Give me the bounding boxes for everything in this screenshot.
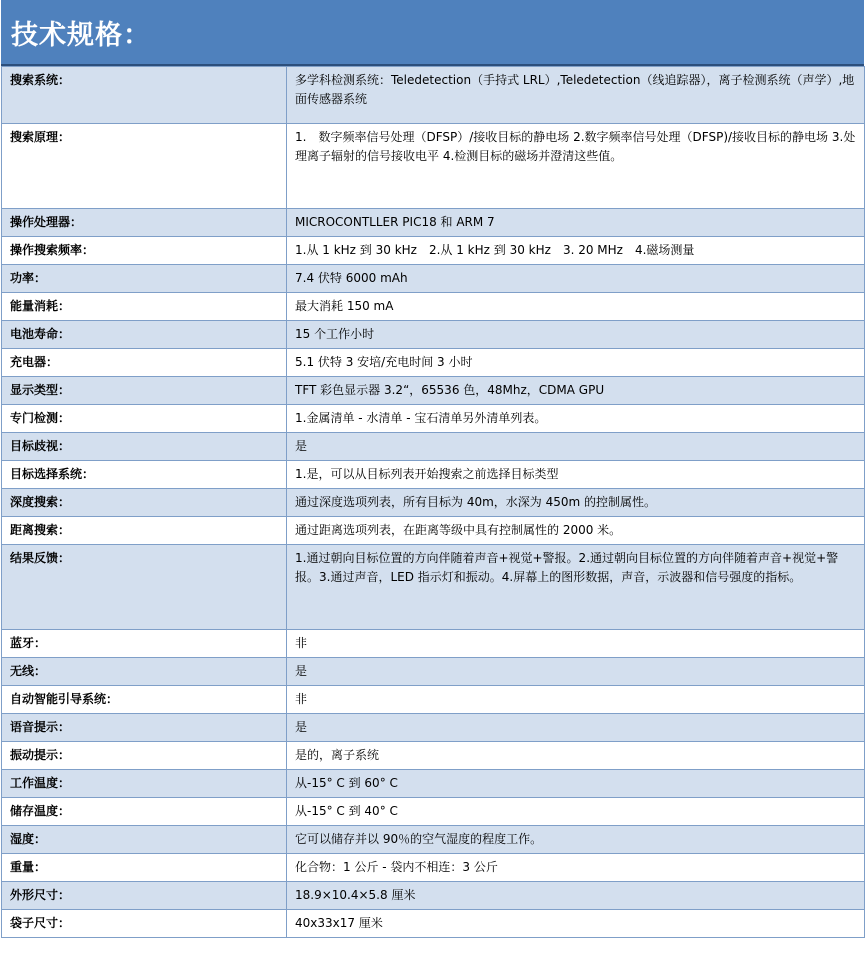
spec-value: 是: [287, 714, 865, 742]
spec-value: 它可以储存并以 90％的空气湿度的程度工作。: [287, 826, 865, 854]
spec-value: 通过深度选项列表，所有目标为 40m，水深为 450m 的控制属性。: [287, 489, 865, 517]
spec-table: [1, 66, 865, 938]
spec-value: 18.9×10.4×5.8 厘米: [287, 882, 865, 910]
table-row: [2, 405, 865, 433]
spec-label: 湿度：: [2, 826, 287, 854]
spec-label: 外形尺寸：: [2, 882, 287, 910]
table-row: [2, 517, 865, 545]
spec-label: 充电器：: [2, 349, 287, 377]
spec-value: 40x33x17 厘米: [287, 910, 865, 938]
table-row: [2, 910, 865, 938]
spec-label: 操作搜索频率：: [2, 237, 287, 265]
table-row: [2, 545, 865, 630]
spec-label: 结果反馈：: [2, 545, 287, 630]
table-row: [2, 349, 865, 377]
spec-label: 蓝牙：: [2, 630, 287, 658]
spec-value: 非: [287, 686, 865, 714]
spec-label: 能量消耗：: [2, 293, 287, 321]
spec-label: 搜索原理：: [2, 124, 287, 209]
spec-value: 是的，离子系统: [287, 742, 865, 770]
spec-value: 非: [287, 630, 865, 658]
spec-label: 振动提示：: [2, 742, 287, 770]
spec-label: 目标歧视：: [2, 433, 287, 461]
spec-value: 7.4 伏特 6000 mAh: [287, 265, 865, 293]
table-row: [2, 686, 865, 714]
table-row: [2, 742, 865, 770]
table-row: [2, 321, 865, 349]
spec-label: 电池寿命：: [2, 321, 287, 349]
spec-label: 储存温度：: [2, 798, 287, 826]
spec-label: 袋子尺寸：: [2, 910, 287, 938]
spec-label: 无线：: [2, 658, 287, 686]
spec-value: 15 个工作小时: [287, 321, 865, 349]
spec-label: 显示类型：: [2, 377, 287, 405]
spec-label: 重量：: [2, 854, 287, 882]
table-row: [2, 882, 865, 910]
spec-value: MICROCONTLLER PIC18 和 ARM 7: [287, 209, 865, 237]
spec-label: 搜索系统：: [2, 67, 287, 124]
spec-label: 自动智能引导系统：: [2, 686, 287, 714]
table-row: [2, 714, 865, 742]
spec-label: 语音提示：: [2, 714, 287, 742]
spec-value: TFT 彩色显示器 3.2“，65536 色，48Mhz，CDMA GPU: [287, 377, 865, 405]
spec-value: 多学科检测系统：Teledetection（手持式 LRL）,Teledetection（线追踪器），离子检测系统（声学）,地面传感器系统: [287, 67, 865, 124]
table-row: [2, 854, 865, 882]
spec-value: 最大消耗 150 mA: [287, 293, 865, 321]
table-row: [2, 209, 865, 237]
table-row: [2, 770, 865, 798]
table-row: [2, 630, 865, 658]
spec-sheet: [1, 0, 864, 938]
spec-label: 距离搜索：: [2, 517, 287, 545]
page-title: 技术规格：: [11, 19, 151, 51]
spec-label: 操作处理器：: [2, 209, 287, 237]
spec-value: 通过距离选项列表，在距离等级中具有控制属性的 2000 米。: [287, 517, 865, 545]
spec-table-body: [2, 67, 865, 938]
spec-label: 功率：: [2, 265, 287, 293]
spec-label: 深度搜索：: [2, 489, 287, 517]
spec-value: 是: [287, 433, 865, 461]
spec-value: 1.通过朝向目标位置的方向伴随着声音+视觉+警报。2.通过朝向目标位置的方向伴随着声音+视觉+警报。3.通过声音，LED 指示灯和振动。4.屏幕上的图形数据，声音，示波器和信号强度的指标。: [287, 545, 865, 630]
spec-value: 1.从 1 kHz 到 30 kHz 2.从 1 kHz 到 30 kHz 3. 20 MHz 4.磁场测量: [287, 237, 865, 265]
title-bar: [1, 0, 864, 66]
table-row: [2, 433, 865, 461]
table-row: [2, 67, 865, 124]
spec-label: 专门检测：: [2, 405, 287, 433]
table-row: [2, 461, 865, 489]
spec-value: 1.是，可以从目标列表开始搜索之前选择目标类型: [287, 461, 865, 489]
spec-label: 工作温度：: [2, 770, 287, 798]
spec-value: 从-15° C 到 60° C: [287, 770, 865, 798]
table-row: [2, 237, 865, 265]
table-row: [2, 658, 865, 686]
table-row: [2, 798, 865, 826]
table-row: [2, 489, 865, 517]
spec-value: 是: [287, 658, 865, 686]
table-row: [2, 124, 865, 209]
table-row: [2, 377, 865, 405]
spec-value: 5.1 伏特 3 安培/充电时间 3 小时: [287, 349, 865, 377]
spec-value: 从-15° C 到 40° C: [287, 798, 865, 826]
spec-value: 化合物：1 公斤 - 袋内不相连：3 公斤: [287, 854, 865, 882]
spec-value: 1.金属清单 - 水清单 - 宝石清单另外清单列表。: [287, 405, 865, 433]
table-row: [2, 265, 865, 293]
table-row: [2, 826, 865, 854]
spec-value: 1. 数字频率信号处理（DFSP）/接收目标的静电场 2.数字频率信号处理（DFSP)/接收目标的静电场 3.处理离子辐射的信号接收电平 4.检测目标的磁场并澄清这些值。: [287, 124, 865, 209]
table-row: [2, 293, 865, 321]
spec-label: 目标选择系统：: [2, 461, 287, 489]
